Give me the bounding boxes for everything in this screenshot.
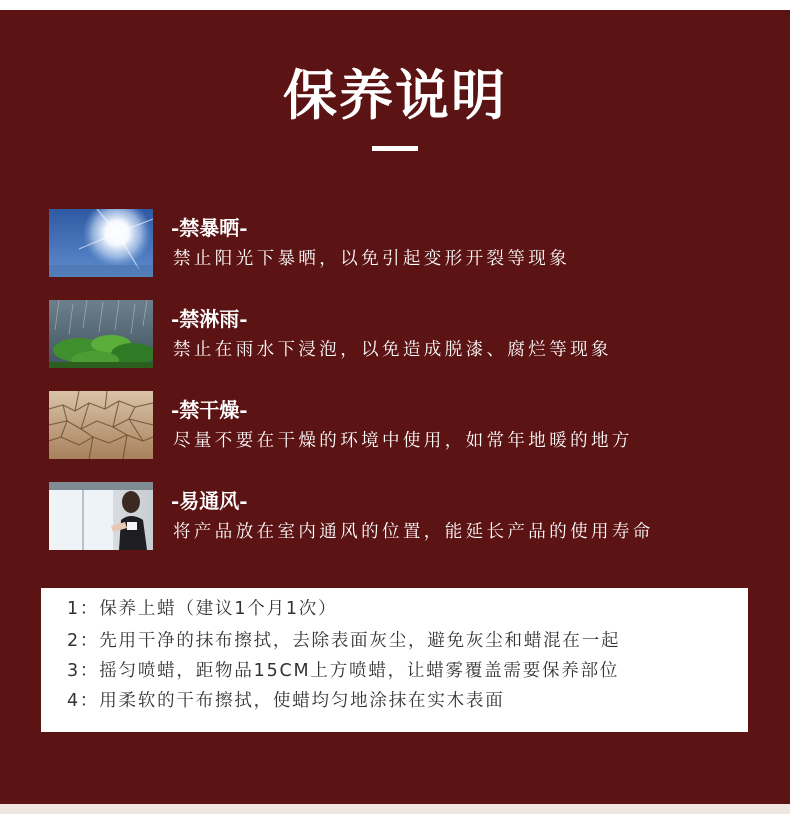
care-item-no-sun [49,209,769,279]
dry-cracked-earth-photo-icon [49,391,153,459]
sunlight-photo-icon [49,209,153,277]
care-item-description: 将产品放在室内通风的位置，能延长产品的使用寿命 [173,522,654,542]
rain-plant-photo-icon [49,300,153,368]
care-item-title: -禁淋雨- [171,307,248,331]
care-item-no-dry [49,391,769,461]
care-item-description: 禁止阳光下暴晒，以免引起变形开裂等现象 [173,249,571,269]
care-item-description: 禁止在雨水下浸泡，以免造成脱漆、腐烂等现象 [173,340,612,360]
maintenance-steps-box [41,588,748,732]
page-title: 保养说明 [283,63,507,127]
care-item-title: -禁暴晒- [171,216,248,240]
care-item-ventilate [49,482,769,552]
window-ventilation-photo-icon [49,482,153,550]
bottom-strip [0,804,790,814]
care-item-title: -易通风- [171,489,248,513]
care-item-title: -禁干燥- [171,398,248,422]
maintenance-step: 4：用柔软的干布擦拭，使蜡均匀地涂抹在实木表面 [67,691,505,711]
maintenance-step: 1：保养上蜡（建议1个月1次） [67,599,338,619]
care-item-description: 尽量不要在干燥的环境中使用，如常年地暖的地方 [173,431,633,451]
title-underline [372,146,418,151]
maintenance-step: 3：摇匀喷蜡，距物品15CM上方喷蜡，让蜡雾覆盖需要保养部位 [67,661,620,681]
care-item-no-rain [49,300,769,370]
maintenance-step: 2：先用干净的抹布擦拭，去除表面灰尘，避免灰尘和蜡混在一起 [67,631,621,651]
